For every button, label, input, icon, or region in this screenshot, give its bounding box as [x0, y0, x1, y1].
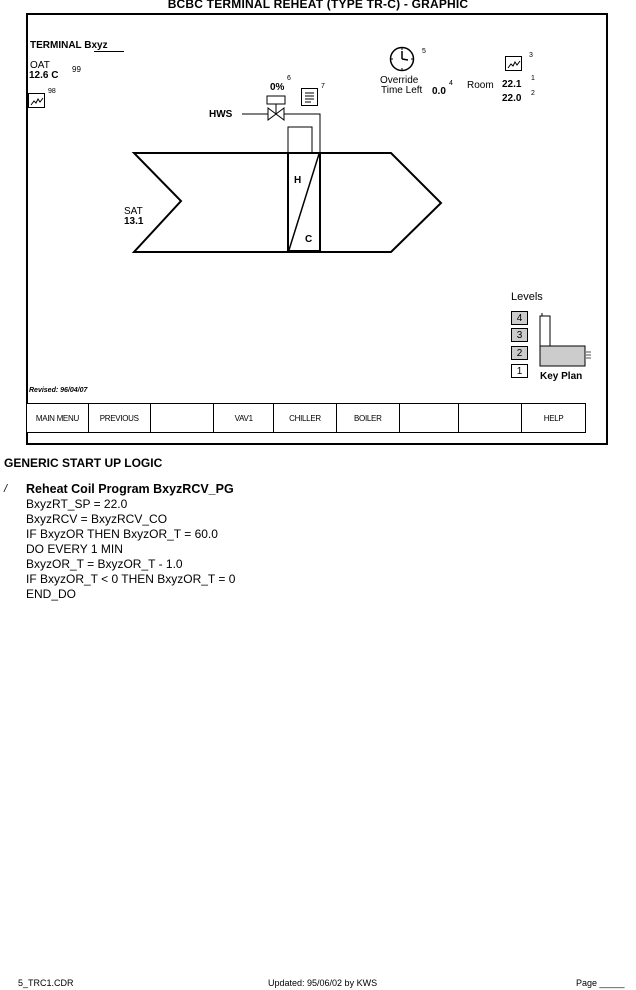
code-line: END_DO — [26, 587, 77, 601]
room-setpoint-value[interactable]: 22.0 — [502, 93, 522, 104]
level-button-4[interactable]: 4 — [511, 311, 528, 325]
oat-label: OAT — [30, 60, 50, 71]
blank-button-2[interactable] — [400, 404, 460, 432]
hws-return-pipe — [288, 127, 312, 153]
room-setpoint-tag: 2 — [531, 90, 535, 97]
key-plan-label: Key Plan — [540, 371, 583, 382]
valve-actuator — [267, 96, 285, 104]
help-button[interactable]: HELP — [522, 404, 585, 432]
oat-trend-tag: 98 — [48, 88, 56, 95]
program-title: Reheat Coil Program BxyzRCV_PG — [26, 482, 234, 496]
level-button-3[interactable]: 3 — [511, 328, 528, 342]
hws-label: HWS — [209, 109, 233, 120]
code-line: IF BxyzOR THEN BxyzOR_T = 60.0 — [26, 527, 218, 541]
sat-value[interactable]: 13.1 — [124, 216, 144, 227]
coil-cool-label: C — [305, 234, 313, 245]
sat-label: SAT — [124, 206, 143, 217]
room-label: Room — [467, 80, 494, 91]
footer-updated: Updated: 95/06/02 by KWS — [268, 978, 378, 988]
terminal-label: TERMINAL Bxyz — [30, 40, 108, 51]
logic-heading: GENERIC START UP LOGIC — [4, 456, 163, 470]
room-temp-tag: 1 — [531, 75, 535, 82]
nav-bar — [26, 403, 586, 433]
override-label-line1: Override — [380, 75, 419, 86]
vav1-button[interactable]: VAV1 — [214, 404, 274, 432]
code-line: DO EVERY 1 MIN — [26, 542, 123, 556]
code-line: IF BxyzOR_T < 0 THEN BxyzOR_T = 0 — [26, 572, 236, 586]
room-temp-value[interactable]: 22.1 — [502, 79, 522, 90]
level-button-1[interactable]: 1 — [511, 364, 528, 378]
blank-button-3[interactable] — [459, 404, 522, 432]
valve-percent-tag: 6 — [287, 75, 291, 82]
revised-date: Revised: 96/04/07 — [29, 387, 88, 394]
previous-button[interactable]: PREVIOUS — [89, 404, 151, 432]
code-line: BxyzRT_SP = 22.0 — [26, 497, 128, 511]
coil-heat-label: H — [294, 175, 302, 186]
footer-filename: 5_TRC1.CDR — [18, 978, 74, 988]
key-plan-icon[interactable] — [536, 312, 592, 368]
override-label-line2: Time Left — [381, 85, 423, 96]
room-trend-tag: 3 — [529, 52, 533, 59]
notes-tag: 7 — [321, 83, 325, 90]
override-value[interactable]: 0.0 — [432, 86, 446, 97]
valve-body-left — [268, 108, 276, 120]
footer-page: Page _____ — [576, 978, 625, 988]
code-line: BxyzOR_T = BxyzOR_T - 1.0 — [26, 557, 183, 571]
code-line: BxyzRCV = BxyzRCV_CO — [26, 512, 168, 526]
chiller-button[interactable]: CHILLER — [274, 404, 337, 432]
boiler-button[interactable]: BOILER — [337, 404, 400, 432]
oat-value[interactable]: 12.6 C — [29, 70, 59, 81]
levels-label: Levels — [511, 291, 543, 303]
valve-percent[interactable]: 0% — [270, 82, 285, 93]
clock-tag: 5 — [422, 48, 426, 55]
level-button-2[interactable]: 2 — [511, 346, 528, 360]
hws-pipe-out — [284, 114, 320, 153]
duct-diagram — [0, 0, 636, 450]
valve-body-right — [276, 108, 284, 120]
page-title: BCBC TERMINAL REHEAT (TYPE TR-C) - GRAPHIC — [167, 0, 469, 11]
blank-button-1[interactable] — [151, 404, 215, 432]
logic-bullet: / — [4, 483, 8, 495]
main-menu-button[interactable]: MAIN MENU — [27, 404, 89, 432]
oat-tag: 99 — [72, 65, 81, 74]
override-value-tag: 4 — [449, 80, 453, 87]
